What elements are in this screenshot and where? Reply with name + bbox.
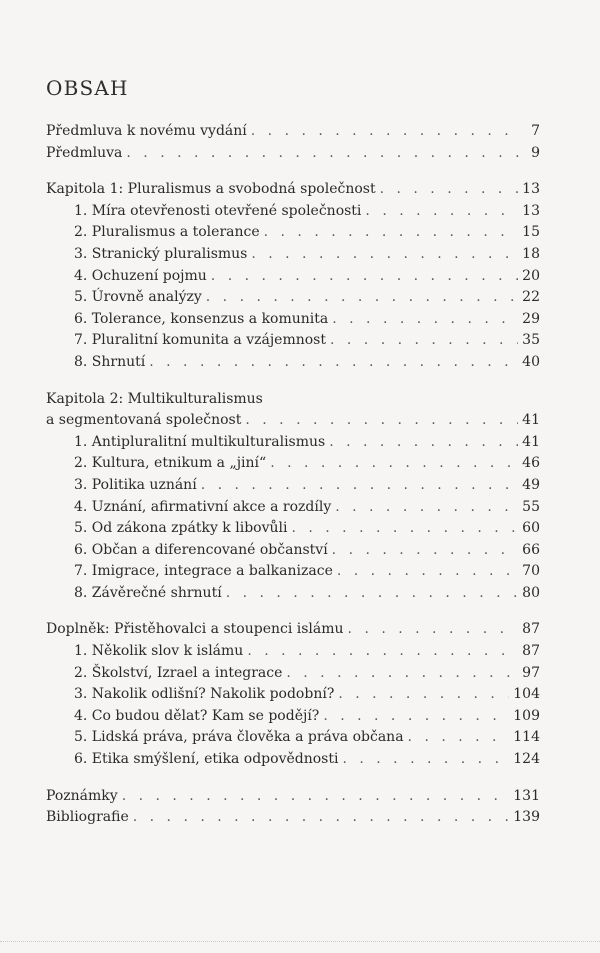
page-bottom-edge — [0, 941, 600, 942]
dot-leader — [245, 410, 518, 432]
toc-group-appendix — [46, 619, 540, 770]
dot-leader — [251, 121, 522, 143]
toc-entry-page: 18 — [522, 245, 540, 262]
dot-leader — [211, 266, 518, 288]
toc-entry-title: 6. Tolerance, konsenzus a komunita — [74, 310, 329, 327]
toc-entry-page: 87 — [522, 621, 540, 638]
toc-entry-title: 2. Pluralismus a tolerance — [74, 224, 260, 241]
toc-chapter-entry[interactable] — [46, 389, 540, 432]
dot-leader — [332, 309, 518, 331]
toc-entry[interactable] — [46, 786, 540, 808]
toc-section-entry[interactable] — [46, 453, 540, 475]
toc-entry-title: 7. Pluralitní komunita a vzájemnost — [74, 332, 326, 349]
toc-entry-page: 97 — [522, 664, 540, 681]
toc-entry-page: 139 — [513, 809, 540, 826]
dot-leader — [338, 684, 509, 706]
dot-leader — [264, 222, 519, 244]
toc-entry-title: Poznámky — [46, 787, 118, 804]
toc-section-entry[interactable] — [46, 266, 540, 288]
toc-entry-title: Bibliografie — [46, 809, 129, 826]
toc-entry-title: 1. Antipluralitní multikulturalismus — [74, 433, 326, 450]
dot-leader — [126, 143, 522, 165]
toc-entry-page: 109 — [513, 707, 540, 724]
toc-entry-page: 13 — [522, 181, 540, 198]
toc-entry-title-line-2-row — [46, 410, 540, 432]
dot-leader — [332, 540, 519, 562]
toc-entry-title: 4. Ochuzení pojmu — [74, 267, 207, 284]
toc-entry-page: 41 — [522, 433, 540, 450]
dot-leader — [329, 432, 518, 454]
toc-entry-page: 22 — [522, 289, 540, 306]
toc-section-entry[interactable] — [46, 222, 540, 244]
toc-entry-title-line-2: a segmentovaná společnost — [46, 412, 242, 429]
toc-entry-title: 4. Uznání, afirmativní akce a rozdíly — [74, 498, 332, 515]
toc-section-entry[interactable] — [46, 244, 540, 266]
toc-entry-page: 60 — [522, 520, 540, 537]
toc-entry-title: 3. Stranický pluralismus — [74, 245, 248, 262]
dot-leader — [291, 518, 518, 540]
toc-entry-page: 15 — [522, 224, 540, 241]
toc-entry-page: 114 — [513, 729, 540, 746]
toc-entry-page: 49 — [522, 476, 540, 493]
toc-entry-title: 1. Několik slov k islámu — [74, 643, 244, 660]
toc-entry-page: 80 — [522, 584, 540, 601]
toc-entry-page: 55 — [522, 498, 540, 515]
toc-entry-page: 131 — [513, 787, 540, 804]
toc-entry-page: 66 — [522, 541, 540, 558]
dot-leader — [380, 179, 519, 201]
toc-section-entry[interactable] — [46, 475, 540, 497]
dot-leader — [342, 749, 509, 771]
toc-section-entry[interactable] — [46, 330, 540, 352]
dot-leader — [365, 201, 518, 223]
toc-entry-page: 7 — [531, 123, 540, 139]
toc-section-entry[interactable] — [46, 497, 540, 519]
dot-leader — [251, 244, 518, 266]
dot-leader — [330, 330, 518, 352]
toc-section-entry[interactable] — [46, 518, 540, 540]
dot-leader — [335, 497, 518, 519]
toc-entry-page: 124 — [513, 751, 540, 768]
toc-entry-title: 4. Co budou dělat? Kam se podějí? — [74, 707, 320, 724]
toc-entry-title: 5. Lidská práva, práva člověka a práva občana — [74, 729, 404, 746]
toc-group-back-matter — [46, 786, 540, 829]
dot-leader — [201, 475, 518, 497]
dot-leader — [348, 619, 519, 641]
dot-leader — [149, 352, 518, 374]
dot-leader — [270, 453, 518, 475]
table-of-contents — [46, 121, 540, 844]
dot-leader — [206, 287, 518, 309]
toc-entry-page: 104 — [513, 686, 540, 703]
toc-entry-title-line-1: Kapitola 2: Multikulturalismus — [46, 390, 263, 407]
toc-entry-title: 6. Etika smýšlení, etika odpovědnosti — [74, 751, 339, 768]
toc-entry-page: 13 — [522, 202, 540, 219]
toc-entry-title: Doplněk: Přistěhovalci a stoupenci islámu — [46, 621, 344, 638]
dot-leader — [337, 561, 518, 583]
dot-leader — [323, 706, 509, 728]
toc-section-entry[interactable] — [46, 684, 540, 706]
toc-section-entry[interactable] — [46, 663, 540, 685]
toc-section-entry[interactable] — [46, 432, 540, 454]
toc-entry-page: 87 — [522, 643, 540, 660]
toc-section-entry[interactable] — [46, 706, 540, 728]
dot-leader — [133, 807, 510, 829]
toc-entry-title: Předmluva — [46, 144, 123, 161]
toc-section-entry[interactable] — [46, 641, 540, 663]
toc-entry[interactable] — [46, 807, 540, 829]
toc-entry-title: 2. Kultura, etnikum a „jiní“ — [74, 455, 267, 472]
dot-leader — [286, 663, 518, 685]
toc-heading: OBSAH — [46, 76, 129, 100]
toc-section-entry[interactable] — [46, 287, 540, 309]
toc-section-entry[interactable] — [46, 201, 540, 223]
toc-entry[interactable] — [46, 143, 540, 165]
toc-entry-page: 20 — [522, 267, 540, 284]
toc-section-entry[interactable] — [46, 727, 540, 749]
toc-entry-page: 41 — [522, 412, 540, 429]
toc-section-entry[interactable] — [46, 309, 540, 331]
toc-entry-page: 40 — [522, 353, 540, 370]
toc-entry-title: 1. Míra otevřenosti otevřené společnosti — [74, 202, 362, 219]
toc-entry-title: Kapitola 1: Pluralismus a svobodná společnost — [46, 181, 376, 198]
toc-group-chapter-1 — [46, 179, 540, 373]
toc-entry-title: 5. Úrovně analýzy — [74, 289, 202, 306]
toc-chapter-entry[interactable] — [46, 619, 540, 641]
toc-entry-title: 5. Od zákona zpátky k libovůli — [74, 520, 288, 537]
dot-leader — [247, 641, 518, 663]
toc-entry-title: 3. Nakolik odlišní? Nakolik podobní? — [74, 686, 335, 703]
toc-entry-page: 9 — [531, 144, 540, 161]
toc-entry-title: 2. Školství, Izrael a integrace — [74, 664, 283, 681]
toc-entry[interactable] — [46, 121, 540, 143]
toc-entry-title: 3. Politika uznání — [74, 476, 197, 493]
toc-entry-page: 70 — [522, 563, 540, 580]
toc-entry-title: 8. Závěrečné shrnutí — [74, 584, 222, 601]
toc-entry-title: 7. Imigrace, integrace a balkanizace — [74, 563, 333, 580]
toc-entry-page: 35 — [522, 332, 540, 349]
toc-section-entry[interactable] — [46, 561, 540, 583]
toc-entry-title: 8. Shrnutí — [74, 353, 146, 370]
toc-group-front-matter — [46, 121, 540, 164]
toc-section-entry[interactable] — [46, 540, 540, 562]
dot-leader — [122, 786, 510, 808]
toc-entry-page: 46 — [522, 455, 540, 472]
toc-entry-title: 6. Občan a diferencované občanství — [74, 541, 328, 558]
dot-leader — [226, 583, 518, 605]
toc-entry-page: 29 — [522, 310, 540, 327]
toc-section-entry[interactable] — [46, 749, 540, 771]
toc-entry-title: Předmluva k novému vydání — [46, 123, 247, 139]
toc-chapter-entry[interactable] — [46, 179, 540, 201]
toc-section-entry[interactable] — [46, 352, 540, 374]
toc-group-chapter-2 — [46, 389, 540, 605]
toc-section-entry[interactable] — [46, 583, 540, 605]
dot-leader — [408, 727, 510, 749]
